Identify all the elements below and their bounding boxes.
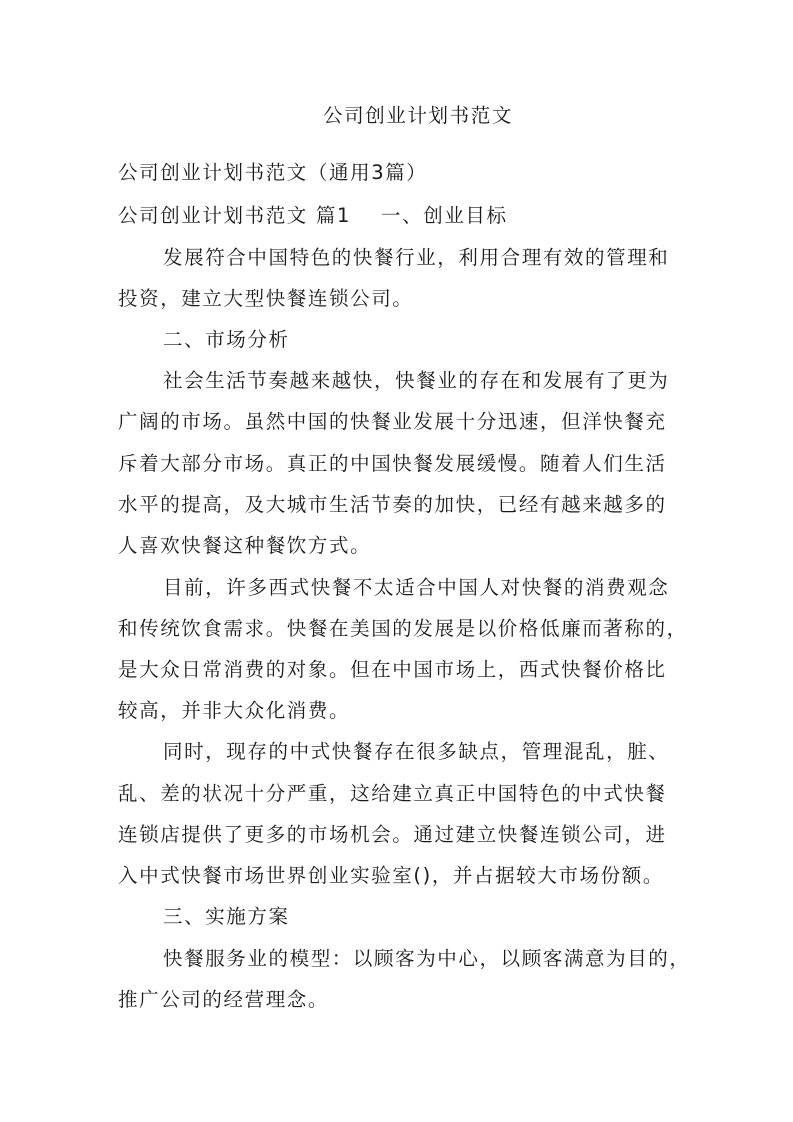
paragraph-line: 连锁店提供了更多的市场机会。通过建立快餐连锁公司，进 xyxy=(118,823,667,846)
paragraph-line: 快餐服务业的模型：以顾客为中心，以顾客满意为目的， xyxy=(163,947,691,970)
paragraph-line: 社会生活节奏越来越快，快餐业的存在和发展有了更为 xyxy=(163,369,670,392)
section-heading-label: 公司创业计划书范文 xyxy=(118,204,308,227)
section-heading-item: 一、创业目标 xyxy=(381,204,508,227)
paragraph-line: 发展符合中国特色的快餐行业，利用合理有效的管理和 xyxy=(163,246,670,269)
paragraph-line: 广阔的市场。虽然中国的快餐业发展十分迅速，但洋快餐充 xyxy=(118,410,667,433)
section-heading-plan: 三、实施方案 xyxy=(163,905,290,928)
paragraph-line: 较高，并非大众化消费。 xyxy=(118,699,351,722)
section-heading-market: 二、市场分析 xyxy=(163,328,290,351)
paragraph-line: 水平的提高，及大城市生活节奏的加快，已经有越来越多的 xyxy=(118,493,667,516)
section-heading-number: 篇1 xyxy=(315,204,352,227)
paragraph-line: 推广公司的经营理念。 xyxy=(118,988,330,1011)
paragraph-line: 和传统饮食需求。快餐在美国的发展是以价格低廉而著称的， xyxy=(118,617,688,640)
paragraph-line: 是大众日常消费的对象。但在中国市场上，西式快餐价格比 xyxy=(118,658,667,681)
paragraph-line: 人喜欢快餐这种餐饮方式。 xyxy=(118,534,372,557)
paragraph-line: 乱、差的状况十分严重，这给建立真正中国特色的中式快餐 xyxy=(118,782,667,805)
paragraph-line: 入中式快餐市场世界创业实验室()，并占据较大市场份额。 xyxy=(118,864,664,887)
paragraph-line: 投资，建立大型快餐连锁公司。 xyxy=(118,287,414,310)
document-subtitle: 公司创业计划书范文（通用3篇） xyxy=(118,161,428,184)
paragraph-line: 斥着大部分市场。真正的中国快餐发展缓慢。随着人们生活 xyxy=(118,452,667,475)
paragraph-line: 同时，现存的中式快餐存在很多缺点，管理混乱，脏、 xyxy=(163,740,670,763)
paragraph-line: 目前，许多西式快餐不太适合中国人对快餐的消费观念 xyxy=(163,576,670,599)
section-heading xyxy=(118,203,508,229)
document-title: 公司创业计划书范文 xyxy=(323,104,513,127)
